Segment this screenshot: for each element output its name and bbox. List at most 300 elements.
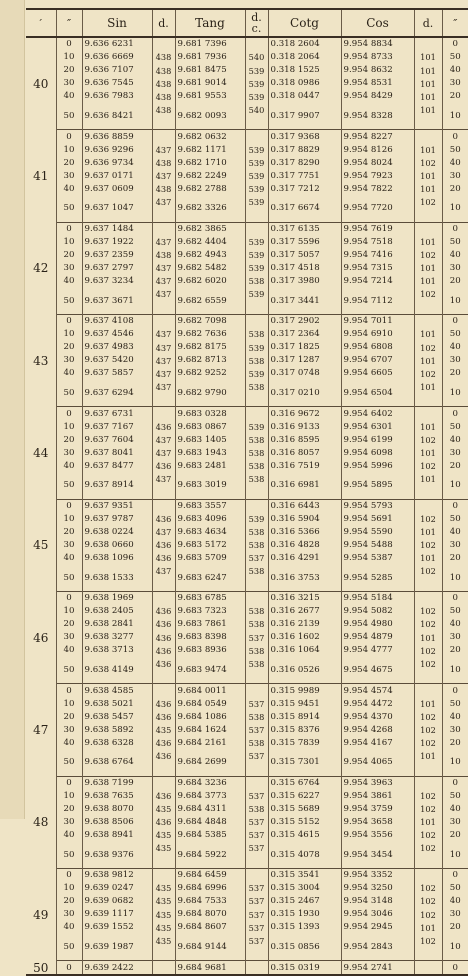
sin-diff-cell [152, 868, 175, 882]
cos-value: 9.954 3963 [341, 776, 414, 790]
common-diff-cell: 538 [245, 736, 268, 749]
seconds-cell: 40 [56, 921, 82, 934]
common-diff-cell: 537 [245, 631, 268, 644]
cos-value: 9.954 6098 [341, 446, 414, 459]
cos-diff-cell: 102 [414, 829, 442, 842]
sin-diff-cell [152, 116, 175, 130]
cos-value: 9.954 5996 [341, 460, 414, 473]
sin-diff-cell [152, 947, 175, 961]
common-diff-cell: 538 [245, 354, 268, 367]
tang-value: 9.682 2788 [175, 183, 245, 196]
cos-value: 9.954 5285 [341, 565, 414, 592]
sin-diff-cell: 437 [152, 433, 175, 446]
cos-diff-cell: 102 [414, 842, 442, 855]
sin-diff-cell [152, 763, 175, 777]
seconds-right-cell: 50 [442, 882, 468, 895]
common-diff-cell [245, 393, 268, 407]
tang-value: 9.684 1624 [175, 723, 245, 736]
sin-diff-cell: 436 [152, 657, 175, 670]
table-row [26, 961, 468, 976]
seconds-cell: 40 [56, 644, 82, 657]
seconds-right-cell: 30 [442, 539, 468, 552]
sin-diff-cell: 436 [152, 697, 175, 710]
sin-value: 9.636 8421 [82, 103, 152, 130]
seconds-right-cell: 20 [442, 90, 468, 103]
seconds-cell: 20 [56, 895, 82, 908]
seconds-right-cell: 40 [442, 433, 468, 446]
seconds-right-cell: 30 [442, 77, 468, 90]
cos-value: 9.954 8429 [341, 90, 414, 103]
sin-diff-cell: 436 [152, 750, 175, 763]
tang-value: 9.683 6785 [175, 591, 245, 605]
seconds-cell: 50 [56, 473, 82, 500]
cos-value: 9.954 6808 [341, 341, 414, 354]
sin-value: 9.637 0171 [82, 169, 152, 182]
cos-value: 9.954 5488 [341, 539, 414, 552]
common-diff-cell: 539 [245, 169, 268, 182]
table-row [26, 407, 468, 421]
seconds-right-cell: 30 [442, 723, 468, 736]
sin-diff-cell [152, 670, 175, 684]
cos-value: 9.954 6910 [341, 328, 414, 341]
seconds-right-cell: 10 [442, 842, 468, 869]
sin-value: 9.637 2359 [82, 249, 152, 262]
tang-value: 9.682 7636 [175, 328, 245, 341]
cos-diff-cell: 101 [414, 90, 442, 103]
seconds-right-cell: 50 [442, 605, 468, 618]
sin-value: 9.638 7199 [82, 776, 152, 790]
tang-value: 9.684 8070 [175, 908, 245, 921]
seconds-cell: 30 [56, 631, 82, 644]
cos-diff-cell: 102 [414, 196, 442, 209]
sin-diff-cell [152, 393, 175, 407]
cos-value: 9.954 7214 [341, 275, 414, 288]
seconds-cell: 0 [56, 314, 82, 328]
cotg-value: 0.318 0986 [268, 77, 341, 90]
seconds-right-cell: 0 [442, 37, 468, 51]
cos-value: 9.954 7923 [341, 169, 414, 182]
seconds-right-cell: 40 [442, 526, 468, 539]
sin-value: 9.637 4983 [82, 341, 152, 354]
cos-diff-cell [414, 591, 442, 605]
cos-diff-cell: 101 [414, 143, 442, 156]
cotg-value: 0.316 4828 [268, 539, 341, 552]
sin-value: 9.637 7167 [82, 420, 152, 433]
cos-diff-cell: 102 [414, 710, 442, 723]
cos-diff-header: d. [414, 9, 442, 37]
tang-value: 9.681 8475 [175, 64, 245, 77]
cotg-value: 0.315 6764 [268, 776, 341, 790]
common-diff-cell [245, 578, 268, 592]
sin-diff-cell [152, 209, 175, 223]
seconds-cell: 20 [56, 64, 82, 77]
cos-diff-cell: 101 [414, 446, 442, 459]
cos-value: 9.954 8227 [341, 130, 414, 144]
seconds-right-cell: 40 [442, 618, 468, 631]
common-diff-cell: 537 [245, 829, 268, 842]
seconds-cell: 0 [56, 499, 82, 513]
seconds-right-cell: 30 [442, 908, 468, 921]
cos-value: 9.954 4472 [341, 697, 414, 710]
seconds-cell: 0 [56, 591, 82, 605]
common-diff-cell: 538 [245, 605, 268, 618]
sin-value: 9.638 5457 [82, 710, 152, 723]
sin-diff-cell: 437 [152, 288, 175, 301]
seconds-cell: 20 [56, 618, 82, 631]
cotg-value: 0.316 6443 [268, 499, 341, 513]
sin-value: 9.637 6731 [82, 407, 152, 421]
tang-value: 9.683 4096 [175, 513, 245, 526]
sin-value: 9.638 6764 [82, 750, 152, 777]
cos-diff-cell: 102 [414, 288, 442, 301]
common-diff-cell: 537 [245, 723, 268, 736]
seconds-cell: 0 [56, 222, 82, 236]
sin-diff-cell: 435 [152, 803, 175, 816]
cos-value: 9.954 4574 [341, 684, 414, 698]
cos-diff-cell: 102 [414, 367, 442, 380]
seconds-right-cell: 0 [442, 868, 468, 882]
cos-diff-cell: 101 [414, 169, 442, 182]
cotg-value: 0.317 9368 [268, 130, 341, 144]
tang-value: 9.682 4943 [175, 249, 245, 262]
common-diff-cell: 539 [245, 183, 268, 196]
cos-diff-cell: 102 [414, 895, 442, 908]
common-diff-cell [245, 855, 268, 869]
seconds-right-cell: 40 [442, 64, 468, 77]
sin-diff-cell: 437 [152, 380, 175, 393]
common-diff-cell: 540 [245, 51, 268, 64]
cos-value: 9.954 3556 [341, 829, 414, 842]
seconds-right-cell: 20 [442, 460, 468, 473]
tang-value: 9.683 9474 [175, 657, 245, 684]
cos-diff-cell: 101 [414, 552, 442, 565]
cos-value: 9.954 6605 [341, 367, 414, 380]
seconds-right-cell: 50 [442, 51, 468, 64]
cotg-value: 0.317 0748 [268, 367, 341, 380]
sin-value: 9.637 2797 [82, 262, 152, 275]
tang-value: 9.684 9681 [175, 961, 245, 976]
seconds-right-cell: 30 [442, 631, 468, 644]
seconds-cell: 40 [56, 183, 82, 196]
cos-diff-cell: 101 [414, 354, 442, 367]
tang-value: 9.681 7396 [175, 37, 245, 51]
cos-value: 9.954 7011 [341, 314, 414, 328]
log-trig-table [26, 8, 468, 976]
sin-diff-cell: 436 [152, 618, 175, 631]
seconds-right-cell: 10 [442, 103, 468, 130]
seconds-right-cell: 10 [442, 196, 468, 223]
sin-diff-cell [152, 684, 175, 698]
cos-value: 9.954 3148 [341, 895, 414, 908]
cotg-value: 0.316 9133 [268, 420, 341, 433]
seconds-right-cell: 10 [442, 657, 468, 684]
cotg-value: 0.315 2467 [268, 895, 341, 908]
cos-diff-cell: 102 [414, 539, 442, 552]
cos-diff-cell: 101 [414, 697, 442, 710]
seconds-right-cell: 0 [442, 776, 468, 790]
cotg-value: 0.317 3980 [268, 275, 341, 288]
common-diff-cell [245, 37, 268, 51]
common-diff-cell: 537 [245, 934, 268, 947]
seconds-cell: 50 [56, 288, 82, 315]
cotg-value: 0.316 3753 [268, 565, 341, 592]
seconds-right-cell: 40 [442, 895, 468, 908]
cotg-value: 0.316 0526 [268, 657, 341, 684]
seconds-cell: 10 [56, 143, 82, 156]
cotg-value: 0.316 8057 [268, 446, 341, 459]
cos-value: 9.954 7822 [341, 183, 414, 196]
seconds-cell: 50 [56, 657, 82, 684]
sin-diff-cell: 435 [152, 829, 175, 842]
sin-diff-cell: 436 [152, 790, 175, 803]
seconds-right-cell: 0 [442, 222, 468, 236]
sin-diff-cell: 436 [152, 710, 175, 723]
common-diff-cell: 539 [245, 143, 268, 156]
tang-value: 9.683 7323 [175, 605, 245, 618]
sin-diff-cell: 436 [152, 605, 175, 618]
sin-value: 9.638 1533 [82, 565, 152, 592]
sin-diff-cell: 435 [152, 895, 175, 908]
cotg-value: 0.315 3004 [268, 882, 341, 895]
cos-diff-cell: 102 [414, 908, 442, 921]
cos-diff-cell: 102 [414, 644, 442, 657]
cotg-value: 0.315 4078 [268, 842, 341, 869]
cotg-value: 0.315 1930 [268, 908, 341, 921]
minute-cell: 43 [33, 353, 49, 368]
cos-value: 9.954 3250 [341, 882, 414, 895]
minute-cell: 46 [33, 630, 49, 645]
seconds-right-cell: 40 [442, 156, 468, 169]
sin-value: 9.638 5892 [82, 723, 152, 736]
cos-value: 9.954 8531 [341, 77, 414, 90]
sin-diff-cell [152, 499, 175, 513]
common-diff-cell [245, 776, 268, 790]
seconds-cell: 10 [56, 420, 82, 433]
cos-diff-cell [414, 499, 442, 513]
common-diff-cell: 539 [245, 262, 268, 275]
cos-value: 9.954 4980 [341, 618, 414, 631]
tang-value: 9.683 3557 [175, 499, 245, 513]
sin-diff-cell [152, 776, 175, 790]
sin-diff-cell: 435 [152, 723, 175, 736]
common-diff-cell: 539 [245, 64, 268, 77]
sin-value: 9.638 2841 [82, 618, 152, 631]
cotg-value: 0.316 1064 [268, 644, 341, 657]
sin-diff-cell [152, 407, 175, 421]
seconds-cell: 30 [56, 816, 82, 829]
tang-value: 9.684 8607 [175, 921, 245, 934]
tang-value: 9.684 3773 [175, 790, 245, 803]
common-diff-cell [245, 407, 268, 421]
sin-diff-cell: 438 [152, 249, 175, 262]
minute-cell: 47 [33, 722, 49, 737]
minute-cell: 41 [33, 168, 49, 183]
sin-diff-cell: 436 [152, 460, 175, 473]
cos-diff-cell: 101 [414, 526, 442, 539]
table-row [26, 222, 468, 236]
tang-value: 9.683 7861 [175, 618, 245, 631]
common-diff-cell: 539 [245, 77, 268, 90]
tang-value: 9.684 6996 [175, 882, 245, 895]
cos-value: 9.954 8024 [341, 156, 414, 169]
cos-value: 9.954 4167 [341, 736, 414, 749]
common-diff-cell [245, 499, 268, 513]
minute-cell: 44 [33, 445, 49, 460]
cos-diff-cell: 102 [414, 803, 442, 816]
cos-diff-cell [414, 763, 442, 777]
seconds-right-cell: 30 [442, 816, 468, 829]
common-diff-cell [245, 670, 268, 684]
sin-value: 9.638 6328 [82, 736, 152, 749]
tang-value: 9.682 9790 [175, 380, 245, 407]
seconds-cell: 40 [56, 829, 82, 842]
seconds-cell: 40 [56, 90, 82, 103]
cotg-value: 0.316 9672 [268, 407, 341, 421]
common-diff-cell: 537 [245, 697, 268, 710]
seconds-right-cell: 30 [442, 262, 468, 275]
sin-diff-cell [152, 37, 175, 51]
cos-diff-cell [414, 670, 442, 684]
minute-cell: 48 [33, 815, 49, 830]
cotg-value: 0.317 2902 [268, 314, 341, 328]
seconds-cell: 30 [56, 77, 82, 90]
cos-diff-cell [414, 130, 442, 144]
cos-diff-cell [414, 301, 442, 315]
tang-value: 9.682 3326 [175, 196, 245, 223]
cos-value: 9.954 7112 [341, 288, 414, 315]
cos-value: 9.954 3454 [341, 842, 414, 869]
sin-value: 9.636 7107 [82, 64, 152, 77]
cotg-value: 0.317 8829 [268, 143, 341, 156]
tang-header: Tang [175, 9, 245, 37]
cos-value: 9.954 7518 [341, 236, 414, 249]
seconds-header: ″ [56, 9, 82, 37]
seconds-cell: 10 [56, 882, 82, 895]
seconds-cell: 50 [56, 196, 82, 223]
tang-value: 9.683 4634 [175, 526, 245, 539]
log-trig-table-page [26, 8, 461, 975]
tang-value: 9.683 1405 [175, 433, 245, 446]
cos-value: 9.954 4879 [341, 631, 414, 644]
seconds-right-cell: 10 [442, 565, 468, 592]
sin-diff-cell: 437 [152, 328, 175, 341]
table-row [26, 684, 468, 698]
sin-diff-cell: 437 [152, 341, 175, 354]
cos-value: 9.954 2843 [341, 934, 414, 961]
cotg-value: 0.315 7301 [268, 750, 341, 777]
common-diff-cell: 538 [245, 657, 268, 670]
cos-diff-cell: 101 [414, 380, 442, 393]
tang-value: 9.684 5385 [175, 829, 245, 842]
tang-value: 9.683 1943 [175, 446, 245, 459]
seconds-cell: 50 [56, 842, 82, 869]
common-diff-cell: 539 [245, 249, 268, 262]
tang-value: 9.684 0011 [175, 684, 245, 698]
sin-value: 9.637 1047 [82, 196, 152, 223]
common-diff-cell: 538 [245, 565, 268, 578]
cotg-value: 0.317 5596 [268, 236, 341, 249]
table-row [26, 591, 468, 605]
seconds-right-cell: 30 [442, 354, 468, 367]
common-diff-cell: 539 [245, 341, 268, 354]
cotg-value: 0.315 0856 [268, 934, 341, 961]
cos-diff-cell: 101 [414, 103, 442, 116]
seconds-right-cell: 40 [442, 249, 468, 262]
cotg-value: 0.315 7839 [268, 736, 341, 749]
sin-value: 9.637 9351 [82, 499, 152, 513]
seconds-right-cell: 10 [442, 473, 468, 500]
cos-value: 9.954 6707 [341, 354, 414, 367]
seconds-cell: 20 [56, 526, 82, 539]
seconds-cell: 10 [56, 328, 82, 341]
sin-value: 9.637 8041 [82, 446, 152, 459]
tang-value: 9.684 3236 [175, 776, 245, 790]
seconds-right-cell: 50 [442, 790, 468, 803]
sin-value: 9.638 8941 [82, 829, 152, 842]
cotg-value: 0.317 3441 [268, 288, 341, 315]
sin-diff-cell: 437 [152, 473, 175, 486]
minute-cell: 49 [33, 907, 49, 922]
cos-diff-cell: 101 [414, 420, 442, 433]
tang-value: 9.682 8175 [175, 341, 245, 354]
cos-diff-cell [414, 222, 442, 236]
tang-value: 9.681 9014 [175, 77, 245, 90]
table-row [26, 776, 468, 790]
common-diff-cell: 539 [245, 196, 268, 209]
common-diff-cell [245, 961, 268, 976]
seconds-cell: 40 [56, 736, 82, 749]
common-diff-cell [245, 684, 268, 698]
cotg-value: 0.317 0210 [268, 380, 341, 407]
sin-value: 9.638 9812 [82, 868, 152, 882]
cos-diff-cell: 101 [414, 750, 442, 763]
seconds-right-cell: 10 [442, 288, 468, 315]
cotg-value: 0.317 8290 [268, 156, 341, 169]
cos-diff-cell: 101 [414, 77, 442, 90]
sin-diff-cell [152, 855, 175, 869]
sin-header: Sin [82, 9, 152, 37]
seconds-cell: 50 [56, 750, 82, 777]
cos-diff-cell [414, 314, 442, 328]
sin-diff-cell: 436 [152, 513, 175, 526]
sin-value: 9.637 5420 [82, 354, 152, 367]
sin-value: 9.638 3277 [82, 631, 152, 644]
seconds-cell: 10 [56, 790, 82, 803]
seconds-cell: 20 [56, 433, 82, 446]
cos-value: 9.954 4370 [341, 710, 414, 723]
tang-value: 9.684 2699 [175, 750, 245, 777]
cos-diff-cell [414, 37, 442, 51]
sin-value: 9.637 9787 [82, 513, 152, 526]
seconds-right-cell: 0 [442, 591, 468, 605]
common-diff-cell: 538 [245, 526, 268, 539]
sin-value: 9.636 9734 [82, 156, 152, 169]
sin-diff-cell: 436 [152, 644, 175, 657]
cos-value: 9.954 2945 [341, 921, 414, 934]
cotg-value: 0.315 3541 [268, 868, 341, 882]
cos-value: 9.954 5895 [341, 473, 414, 500]
sin-diff-cell: 436 [152, 631, 175, 644]
sin-value: 9.637 6294 [82, 380, 152, 407]
sin-value: 9.637 4108 [82, 314, 152, 328]
sin-diff-cell [152, 314, 175, 328]
sin-diff-cell: 435 [152, 882, 175, 895]
cos-value: 9.954 3861 [341, 790, 414, 803]
common-diff-cell: 538 [245, 710, 268, 723]
cos-diff-cell: 102 [414, 882, 442, 895]
tang-value: 9.682 2249 [175, 169, 245, 182]
tang-value: 9.683 3019 [175, 473, 245, 500]
